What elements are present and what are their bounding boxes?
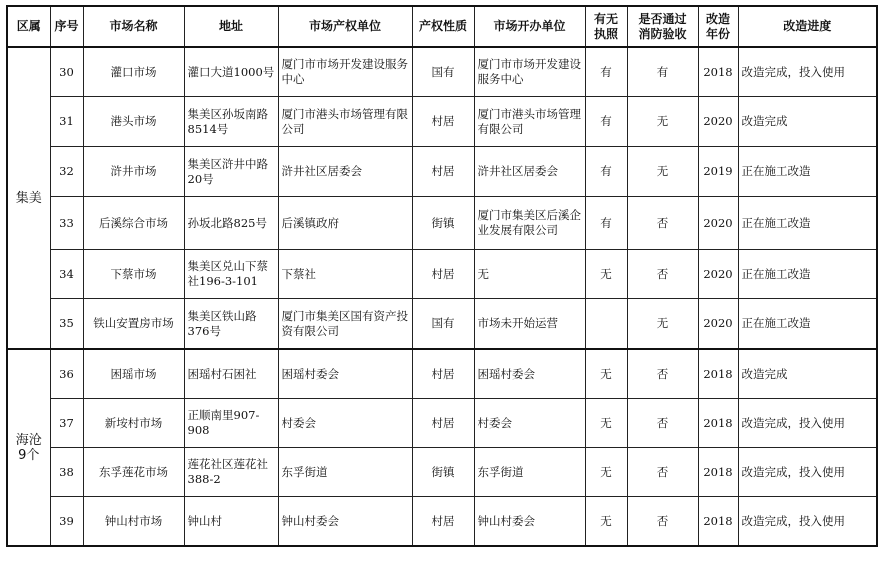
- cell-seq: 34: [50, 250, 83, 299]
- cell-fire-check: 否: [627, 349, 698, 399]
- cell-address: 正顺南里907-908: [184, 399, 278, 448]
- table-row: [7, 349, 877, 399]
- cell-fire-check: 有: [627, 47, 698, 97]
- header-operator: 市场开办单位: [474, 6, 585, 47]
- cell-owner: 困瑶村委会: [278, 349, 412, 399]
- cell-operator: 村委会: [474, 399, 585, 448]
- cell-progress: 改造完成: [738, 97, 877, 147]
- header-progress: 改造进度: [738, 6, 877, 47]
- cell-seq: 36: [50, 349, 83, 399]
- header-fire-check: 是否通过消防验收: [627, 6, 698, 47]
- cell-progress: 正在施工改造: [738, 299, 877, 350]
- cell-year: 2018: [698, 47, 738, 97]
- cell-fire-check: 否: [627, 250, 698, 299]
- table-row: [7, 399, 877, 448]
- cell-progress: 正在施工改造: [738, 197, 877, 250]
- cell-license: 有: [585, 147, 627, 197]
- table-row: [7, 47, 877, 97]
- cell-year: 2018: [698, 349, 738, 399]
- cell-operator: 困瑶村委会: [474, 349, 585, 399]
- cell-progress: 改造完成，投入使用: [738, 399, 877, 448]
- cell-operator: 浒井社区居委会: [474, 147, 585, 197]
- cell-seq: 38: [50, 448, 83, 497]
- cell-fire-check: 否: [627, 497, 698, 547]
- cell-year: 2020: [698, 97, 738, 147]
- header-year: 改造年份: [698, 6, 738, 47]
- cell-seq: 37: [50, 399, 83, 448]
- cell-year: 2020: [698, 299, 738, 350]
- cell-year: 2019: [698, 147, 738, 197]
- cell-owner: 下蔡社: [278, 250, 412, 299]
- header-address: 地址: [184, 6, 278, 47]
- cell-address: 莲花社区莲花社388-2: [184, 448, 278, 497]
- cell-progress: 改造完成，投入使用: [738, 448, 877, 497]
- cell-seq: 39: [50, 497, 83, 547]
- cell-owner: 厦门市港头市场管理有限公司: [278, 97, 412, 147]
- cell-year: 2020: [698, 250, 738, 299]
- cell-market-name: 新垵村市场: [83, 399, 184, 448]
- cell-operator: 厦门市港头市场管理有限公司: [474, 97, 585, 147]
- cell-address: 集美区浒井中路20号: [184, 147, 278, 197]
- cell-market-name: 后溪综合市场: [83, 197, 184, 250]
- cell-license: 有: [585, 97, 627, 147]
- cell-owner: 后溪镇政府: [278, 197, 412, 250]
- cell-ownership-type: 街镇: [412, 448, 474, 497]
- cell-market-name: 东孚莲花市场: [83, 448, 184, 497]
- cell-market-name: 钟山村市场: [83, 497, 184, 547]
- cell-year: 2018: [698, 448, 738, 497]
- cell-ownership-type: 村居: [412, 147, 474, 197]
- cell-operator: 钟山村委会: [474, 497, 585, 547]
- cell-market-name: 下蔡市场: [83, 250, 184, 299]
- cell-fire-check: 无: [627, 97, 698, 147]
- header-ownership-type: 产权性质: [412, 6, 474, 47]
- cell-fire-check: 无: [627, 299, 698, 350]
- cell-fire-check: 无: [627, 147, 698, 197]
- cell-license: 无: [585, 250, 627, 299]
- cell-operator: 厦门市市场开发建设服务中心: [474, 47, 585, 97]
- cell-progress: 正在施工改造: [738, 147, 877, 197]
- cell-owner: 厦门市集美区国有资产投资有限公司: [278, 299, 412, 350]
- cell-owner: 东孚街道: [278, 448, 412, 497]
- cell-progress: 改造完成，投入使用: [738, 47, 877, 97]
- cell-license: 无: [585, 497, 627, 547]
- cell-owner: 钟山村委会: [278, 497, 412, 547]
- cell-license: 无: [585, 448, 627, 497]
- cell-seq: 32: [50, 147, 83, 197]
- cell-address: 钟山村: [184, 497, 278, 547]
- cell-address: 困瑶村石困社: [184, 349, 278, 399]
- table-row: [7, 97, 877, 147]
- cell-ownership-type: 村居: [412, 97, 474, 147]
- cell-owner: 浒井社区居委会: [278, 147, 412, 197]
- cell-address: 集美区铁山路376号: [184, 299, 278, 350]
- header-region: 区属: [7, 6, 50, 47]
- cell-seq: 30: [50, 47, 83, 97]
- cell-owner: 厦门市市场开发建设服务中心: [278, 47, 412, 97]
- table-row: [7, 250, 877, 299]
- cell-owner: 村委会: [278, 399, 412, 448]
- cell-year: 2018: [698, 399, 738, 448]
- cell-address: 灌口大道1000号: [184, 47, 278, 97]
- cell-address: 孙坂北路825号: [184, 197, 278, 250]
- cell-ownership-type: 街镇: [412, 197, 474, 250]
- cell-seq: 31: [50, 97, 83, 147]
- cell-progress: 正在施工改造: [738, 250, 877, 299]
- header-owner: 市场产权单位: [278, 6, 412, 47]
- cell-ownership-type: 国有: [412, 47, 474, 97]
- cell-license: [585, 299, 627, 350]
- cell-operator: 东孚街道: [474, 448, 585, 497]
- cell-fire-check: 否: [627, 448, 698, 497]
- cell-operator: 厦门市集美区后溪企业发展有限公司: [474, 197, 585, 250]
- cell-ownership-type: 村居: [412, 399, 474, 448]
- header-row: [7, 6, 877, 47]
- cell-market-name: 困瑶市场: [83, 349, 184, 399]
- cell-progress: 改造完成: [738, 349, 877, 399]
- cell-year: 2020: [698, 197, 738, 250]
- table-row: [7, 497, 877, 547]
- table-row: [7, 299, 877, 350]
- cell-market-name: 灌口市场: [83, 47, 184, 97]
- header-seq: 序号: [50, 6, 83, 47]
- header-license: 有无执照: [585, 6, 627, 47]
- cell-year: 2018: [698, 497, 738, 547]
- cell-market-name: 港头市场: [83, 97, 184, 147]
- cell-market-name: 浒井市场: [83, 147, 184, 197]
- cell-seq: 33: [50, 197, 83, 250]
- region-cell: 海沧9个: [7, 349, 50, 546]
- table-row: [7, 197, 877, 250]
- cell-license: 有: [585, 47, 627, 97]
- cell-ownership-type: 村居: [412, 497, 474, 547]
- header-market-name: 市场名称: [83, 6, 184, 47]
- cell-address: 集美区孙坂南路8514号: [184, 97, 278, 147]
- cell-ownership-type: 村居: [412, 349, 474, 399]
- cell-ownership-type: 村居: [412, 250, 474, 299]
- market-renovation-table: [6, 5, 878, 547]
- cell-operator: 无: [474, 250, 585, 299]
- cell-progress: 改造完成，投入使用: [738, 497, 877, 547]
- cell-license: 无: [585, 349, 627, 399]
- cell-ownership-type: 国有: [412, 299, 474, 350]
- cell-fire-check: 否: [627, 399, 698, 448]
- cell-seq: 35: [50, 299, 83, 350]
- region-cell: 集美: [7, 47, 50, 349]
- table-row: [7, 448, 877, 497]
- cell-market-name: 铁山安置房市场: [83, 299, 184, 350]
- cell-license: 有: [585, 197, 627, 250]
- cell-address: 集美区兑山下蔡社196-3-101: [184, 250, 278, 299]
- cell-fire-check: 否: [627, 197, 698, 250]
- cell-operator: 市场未开始运营: [474, 299, 585, 350]
- table-row: [7, 147, 877, 197]
- cell-license: 无: [585, 399, 627, 448]
